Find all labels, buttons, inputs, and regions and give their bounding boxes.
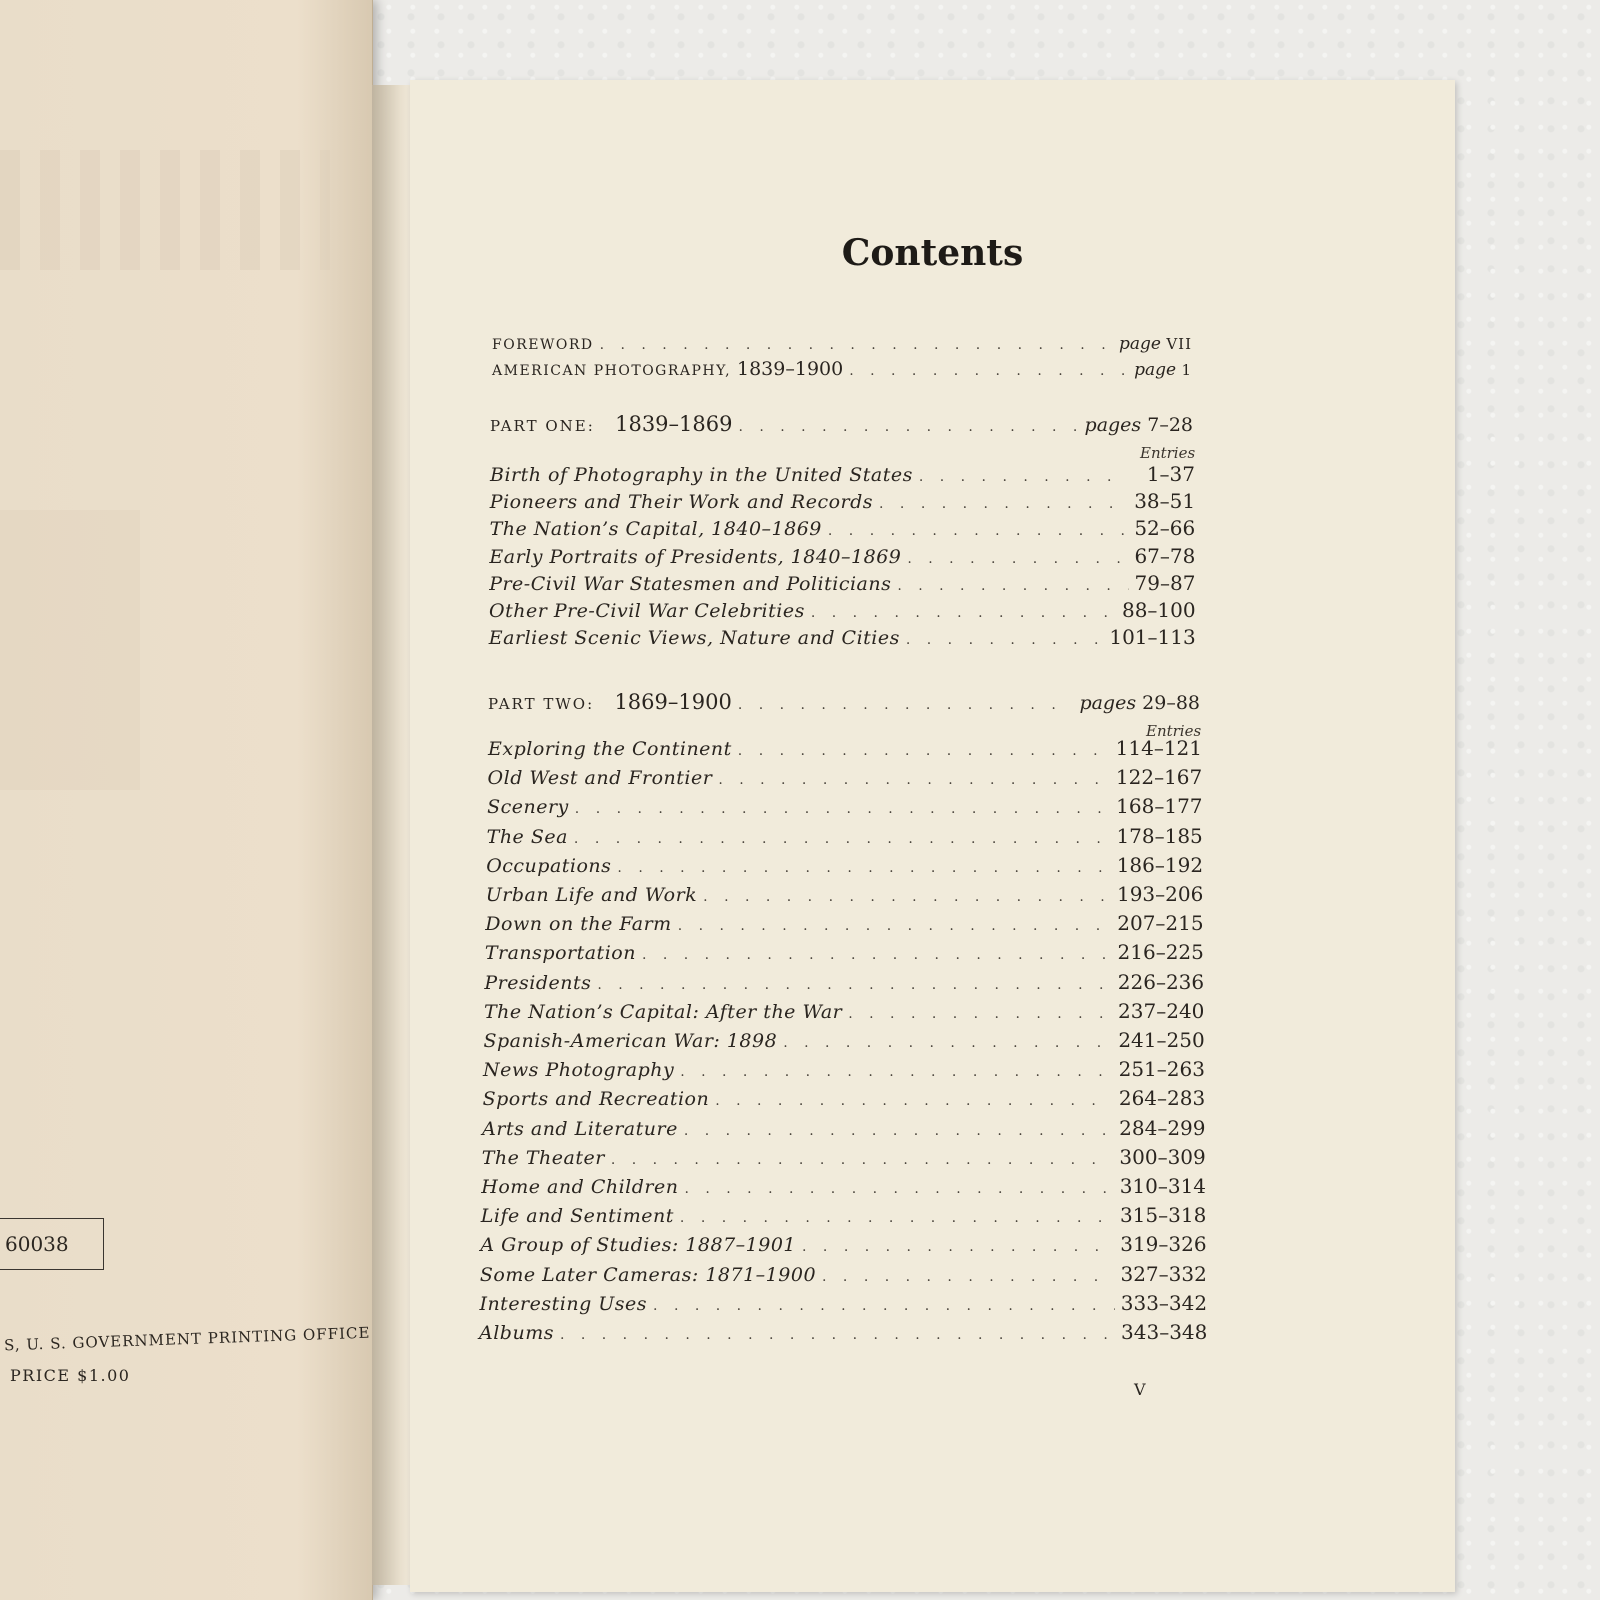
leader-dots (680, 1210, 1114, 1226)
entry-range: 67–78 (1134, 543, 1196, 568)
leader-dots (738, 743, 1110, 759)
leader-dots (680, 1064, 1112, 1080)
entry-range: 168–177 (1116, 794, 1203, 819)
toc-page: pages 29–88 (1079, 692, 1200, 714)
price-line: PRICE $1.00 (10, 1366, 131, 1385)
leader-dots (715, 1093, 1113, 1109)
toc-row-american-photography (492, 358, 1192, 386)
leader-dots (738, 697, 1074, 713)
entry-range: 300–309 (1119, 1144, 1206, 1169)
table-of-contents (410, 80, 1455, 1592)
leader-dots (848, 1006, 1112, 1022)
toc-entry-row (490, 489, 1195, 517)
entry-range: 264–283 (1118, 1086, 1206, 1111)
entries-heading: Entries (1146, 722, 1202, 740)
entry-title: Arts and Literature (482, 1117, 678, 1140)
entry-range: 315–318 (1119, 1203, 1207, 1228)
toc-page: page 1 (1134, 360, 1192, 380)
leader-dots (560, 1327, 1115, 1343)
entry-title: The Nation’s Capital: After the War (483, 1000, 843, 1023)
toc-entry-row (482, 1145, 1206, 1173)
toc-entry-row (480, 1232, 1206, 1260)
toc-label: PART TWO: 1869–1900 (488, 690, 732, 714)
entry-range: 319–326 (1120, 1232, 1207, 1257)
toc-row-part-one (490, 412, 1193, 440)
entry-title: Pioneers and Their Work and Records (489, 491, 874, 514)
toc-entry-row (486, 882, 1204, 910)
contents-page (410, 80, 1455, 1592)
entry-range: 251–263 (1118, 1057, 1205, 1082)
toc-entry-row (484, 1028, 1205, 1056)
toc-entry-row (486, 853, 1203, 881)
toc-entry-row (490, 516, 1196, 544)
entry-range: 216–225 (1117, 940, 1204, 965)
entry-range: 38–51 (1134, 489, 1196, 514)
leader-dots (919, 469, 1129, 485)
leader-dots (617, 860, 1110, 876)
toc-entry-row (483, 1086, 1206, 1114)
toc-label: PART ONE: 1839–1869 (490, 412, 733, 436)
entry-title: Old West and Frontier (487, 767, 713, 790)
entry-title: Occupations (486, 854, 612, 877)
entry-range: 178–185 (1116, 823, 1203, 848)
toc-entry-row (481, 1203, 1207, 1231)
entries-heading: Entries (1140, 444, 1196, 462)
leader-dots (574, 831, 1111, 847)
show-through-title (0, 150, 330, 270)
entry-range: 101–113 (1109, 625, 1196, 650)
toc-entry-row (485, 940, 1204, 968)
toc-entry-row (483, 1057, 1205, 1085)
toc-label: FOREWORD (492, 337, 594, 353)
entry-range: 327–332 (1120, 1261, 1207, 1286)
leader-dots (653, 1298, 1115, 1314)
leader-dots (684, 1123, 1113, 1139)
leader-dots (849, 363, 1126, 379)
leader-dots (897, 578, 1128, 594)
page-title: Contents (841, 232, 1024, 274)
entry-title: A Group of Studies: 1887–1901 (480, 1234, 797, 1257)
leader-dots (611, 1152, 1114, 1168)
entry-title: Pre-Civil War Statesmen and Politicians (489, 572, 892, 595)
entry-range: 114–121 (1115, 736, 1202, 760)
entry-title: Some Later Cameras: 1871–1900 (479, 1263, 817, 1286)
entry-title: The Sea (486, 825, 568, 848)
entry-range: 52–66 (1134, 516, 1196, 541)
toc-entry-row (482, 1116, 1205, 1144)
toc-row-part-two (488, 690, 1200, 718)
entry-title: Transportation (484, 942, 636, 965)
toc-entry-row (487, 824, 1203, 852)
leader-dots (906, 632, 1103, 648)
stock-number: 60038 (5, 1232, 69, 1256)
toc-label: AMERICAN PHOTOGRAPHY, 1839–1900 (492, 358, 844, 380)
entry-title: Scenery (487, 796, 569, 819)
entry-range: 241–250 (1118, 1028, 1205, 1052)
entry-range: 193–206 (1116, 882, 1204, 906)
leader-dots (575, 801, 1110, 817)
entry-range: 207–215 (1117, 911, 1204, 936)
toc-entry-row (487, 794, 1202, 822)
leader-dots (678, 918, 1112, 934)
leader-dots (642, 947, 1112, 963)
toc-entry-row (481, 1174, 1206, 1202)
entry-title: Albums (479, 1322, 554, 1344)
toc-entry-row (490, 462, 1195, 490)
entry-title: Home and Children (481, 1176, 679, 1198)
entry-range: 333–342 (1120, 1290, 1208, 1315)
entry-title: Other Pre-Civil War Celebrities (489, 600, 805, 622)
entry-title: The Nation’s Capital, 1840–1869 (489, 518, 822, 541)
toc-entry-row (485, 911, 1203, 939)
toc-entry-row (480, 1262, 1207, 1290)
entry-title: Early Portraits of Presidents, 1840–1869 (489, 545, 902, 568)
entry-title: Earliest Scenic Views, Nature and Cities (488, 627, 900, 650)
book-spine (372, 85, 412, 1585)
entry-title: Spanish-American War: 1898 (483, 1030, 778, 1052)
printer-line: S, U. S. GOVERNMENT PRINTING OFFICE (3, 1323, 371, 1355)
toc-page: pages 7–28 (1084, 414, 1193, 436)
leader-dots (802, 1239, 1114, 1255)
toc-entry-row (488, 765, 1203, 793)
toc-entry-row (489, 625, 1196, 653)
stock-number-box (0, 1218, 104, 1270)
entry-title: News Photography (483, 1059, 675, 1082)
leader-dots (783, 1035, 1112, 1051)
show-through-block (0, 510, 140, 790)
leader-dots (738, 419, 1078, 435)
entry-range: 343–348 (1121, 1320, 1208, 1344)
toc-entry-row (479, 1291, 1207, 1319)
toc-entry-row (489, 598, 1196, 626)
leader-dots (684, 1181, 1113, 1197)
toc-entry-row (484, 970, 1204, 998)
entry-title: Down on the Farm (485, 913, 672, 936)
entry-range: 237–240 (1118, 998, 1205, 1023)
leader-dots (703, 889, 1111, 905)
entry-title: Exploring the Continent (488, 738, 732, 760)
leader-dots (879, 496, 1128, 512)
entry-title: Life and Sentiment (480, 1205, 674, 1228)
leader-dots (907, 551, 1128, 567)
entry-title: The Theater (481, 1146, 605, 1169)
toc-entry-row (484, 999, 1204, 1027)
entry-title: Sports and Recreation (482, 1088, 710, 1111)
left-page (0, 0, 373, 1600)
entry-range: 1–37 (1146, 462, 1195, 486)
leader-dots (828, 523, 1128, 539)
toc-entry-row (488, 736, 1202, 764)
entry-title: Urban Life and Work (485, 884, 698, 906)
entry-range: 88–100 (1121, 598, 1196, 622)
entry-title: Birth of Photography in the United States (490, 464, 913, 486)
leader-dots (822, 1269, 1114, 1285)
leader-dots (597, 977, 1111, 993)
toc-entry-row (489, 571, 1195, 599)
toc-page: page VII (1118, 334, 1192, 354)
entry-range: 226–236 (1117, 969, 1205, 994)
entry-range: 122–167 (1115, 765, 1203, 790)
entry-title: Presidents (484, 971, 592, 994)
entry-range: 186–192 (1116, 852, 1204, 877)
entry-range: 79–87 (1134, 570, 1196, 595)
entry-title: Interesting Uses (479, 1292, 648, 1315)
toc-entry-row (479, 1320, 1207, 1348)
entry-range: 310–314 (1119, 1174, 1207, 1198)
entry-range: 284–299 (1119, 1115, 1206, 1140)
page-folio: V (1134, 1380, 1146, 1399)
leader-dots (811, 605, 1116, 621)
leader-dots (718, 772, 1110, 788)
leader-dots (600, 337, 1113, 353)
toc-entry-row (489, 544, 1195, 572)
